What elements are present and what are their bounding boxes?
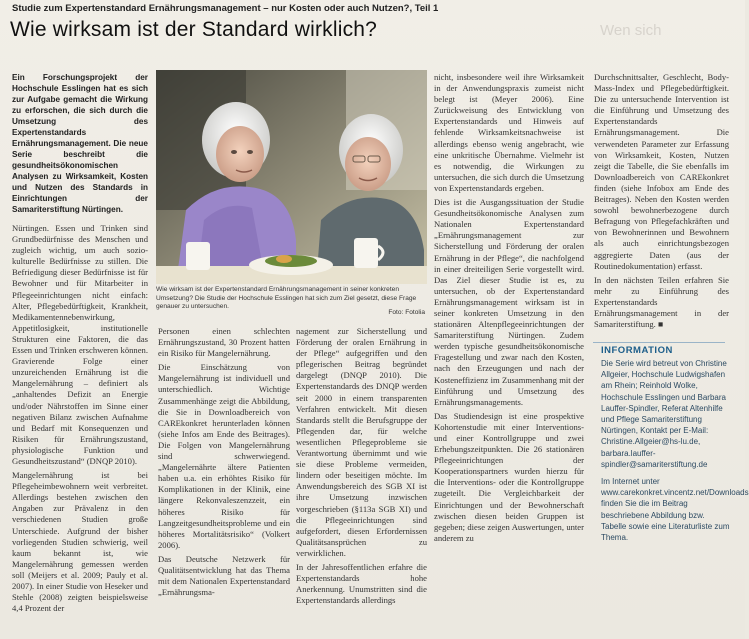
body-paragraph: Das Studiendesign ist eine prospektive Kohortenstudie mit einer Interventions- und einer Kontrollgruppe und zwei Erhebungszeitpunkten. Die 26 stationären Pflegeeinrichtungen der Kooperationspartners wurden hierzu für die Interventions- oder die Kontrollgruppe zugeteilt. Die Vergleichbarkeit der Einrichtungen und der Bewohnerschaft zwischen diesen beiden Gruppen ist gegeben; diese zeigen Auswertungen, unter anderem zu <box>434 410 584 543</box>
column-3 <box>296 326 427 634</box>
infobox-contacts: Die Serie wird betreut von Christine Allgeier, Hochschule Ludwigshafen am Rhein; Reinhold Wolke, Hochschule Esslingen und Barbara Lauffer-Spindler, Referat Altenhilfe und Pflege Samariterstiftung Nürtingen, Kontakt per E-Mail: Christine.Allgeier@hs-lu.de, barbara.lauffer-spindler@samariterstiftung.de <box>601 359 727 469</box>
infobox-download-note: Im Internet unter www.carekonkret.vincentz.net/Downloads finden Sie die im Beitrag beschriebene Abbildung bzw. Tabelle sowie eine Literaturliste zum Thema. <box>601 477 749 543</box>
body-paragraph: Personen einen schlechten Ernährungszustand, 30 Prozent hatten ein Risiko für Mangelernährung. <box>158 326 290 359</box>
body-paragraph: Mangelernährung ist bei Pflegeheimbewohnern weit verbreitet. Allerdings bestehen zwischen den Angaben zur Prävalenz in den verschiedenen Studien große Unterschiede. Aufgrund der bisher vorliegenden Studien schwierig, weil kaum bekannt ist, wie Mangelernährung gemessen werden soll (Meijers et al. 2009; Pauly et al. 2007). In einer Studie von Heseker und Stehle (2008) zeigten beispielsweise 4,4 Prozent der <box>12 470 148 614</box>
body-paragraph: nicht, insbesondere weil ihre Wirksamkeit in der Anwendungspraxis zumeist nicht belegt ist (Meyer 2006). Eine Zurückweisung des Entwicklung von Expertenstandards und Hinweis auf fehlende Wirksamkeitsnachweise ist allerdings ebenso wenig angebracht, wie eine unkritische Übernahme. Vielmehr ist es notwendig, die Wirkungen zu untersuchen, die sich durch die Umsetzung von Expertenstandards ergeben. <box>434 72 584 193</box>
column-4 <box>434 72 584 634</box>
article-photo <box>156 70 427 284</box>
body-paragraph: Nürtingen. Essen und Trinken sind Grundbedürfnisse des Menschen und zugleich wichtig, um auch sozio-kulturelle Bedürfnisse zu stillen. Die Befriedigung dieser Bedürfnisse ist für Bewohner und für Mitarbeiter in Pflegeeinrichtungen nicht einfach: Alter, Pflegebedürftigkeit, Krankheit, Medikamentennebenwirkung, Appetitlosigkeit, institutionelle Strukturen eine Faktoren, die das Essen und Trinken erschweren können. Gravierende Folge einer unzureichenden Ernährung ist die Mangelernährung – definiert als „anhaltendes Defizit an Energie und/oder Nährstoffen im Sinne einer negativen Bilanz zwischen Aufnahme und Bedarf mit Konsequenzen und Risiken für Ernährungszustand, physiologische Funktion und Gesundheitszustand“ (DNQP 2010). <box>12 223 148 466</box>
column-5 <box>594 72 729 340</box>
infobox-title: INFORMATION <box>601 345 673 356</box>
body-paragraph: Dies ist die Ausgangssituation der Studie Gesundheitsökonomische Analysen zum Nationalen Expertenstandard „Ernährungsmanagement zur Sicherstellung und Förderung der oralen Ernährung in der Pflege“, die nachfolgend in einer dreiteiligen Serie vorgestellt wird. Das Ziel dieser Studie ist es, zu untersuchen, ob der Expertenstandard Ernährungsmanagement wirksam ist in seiner konkreten Umsetzung in den stationären Altenpflegeeinrichtungen der Samariterstiftung Nürtingen. Zudem werden typische gesundheitsökonomische Fragestellung und zwar nach den Kosten, nach den Erzeugungen und nach der Kosteneffizienz im Zusammenhang mit der Einführung und Umsetzung des Ernährungsmanagements. <box>434 197 584 407</box>
body-paragraph: Die Einschätzung von Mangelernährung ist individuell und unterschiedlich. Wichtige Zusammenhänge zeigt die Abbildung, die Sie in Downloadbereich von CAREkonkret herunterladen können (siehe Infos am Ende des Beitrages). Die Folgen von Mangelernährung sind schwerwiegend. „Mangelernährte ältere Patienten haben u.a. ein erhöhtes Risiko für Komplikationen in der Klinik, eine längere Rekonvaleszenzzeit, ein höheres Risiko für Langzeitgesundheitsprobleme und ein höheres Mortalitätsrisiko“ (Volkert 2006). <box>158 362 290 550</box>
photo-two-elderly-women <box>156 70 427 284</box>
body-paragraph: In der Jahresoffentlichen erfahre die Expertenstandards hohe Anerkennung. Unumstritten sind die Expertenstandards allerdings <box>296 561 427 606</box>
body-paragraph: nagement zur Sicherstellung und Förderung der oralen Ernährung in der Pflege“ aufgegriffen und den pflegerischen Beitrag begründet dargelegt (DNQP 2010). Die Expertenstandards des DNQP werden seit 2000 in einem transparenten Verfahren entwickelt. Mit diesen Standards stellt die Berufsgruppe der Pflegenden dar, für welche wesentlichen Pflegeprobleme sie Verantwortung übernimmt und wie sie diese Probleme vermeiden, lindern oder beseitigen möchte. Im Anwendungsbereich des SGB XI ist ihre Umsetzung inzwischen vorgeschrieben (§113a SGB XI) und die Pflegeeinrichtungen sind aufgefordert, diesen Erfordernissen Qualitätsansprüchen zu verwirklichen. <box>296 326 427 558</box>
adjacent-page-headline: Wen sich <box>600 22 662 39</box>
infobox-divider <box>593 342 725 343</box>
article-lead: Ein Forschungsprojekt der Hochschule Esslingen hat es sich zur Aufgabe gemacht die Wirkung zu erforschen, die sich durch die Umsetzung des Expertenstandards Ernährungsmanagement. Die neue Serie beschreibt die gesundheitsökonomischen Analysen zu Wirksamkeit, Kosten und Nutzen des Standards in Einrichtungen der Samariterstiftung Nürtingen. <box>12 73 148 214</box>
column-1 <box>12 72 148 634</box>
photo-credit: Foto: Fotolia <box>388 309 425 317</box>
photo-caption <box>156 286 427 322</box>
article-kicker: Studie zum Expertenstandard Ernährungsmanagement – nur Kosten oder auch Nutzen?, Teil 1 <box>12 3 439 14</box>
body-paragraph: Das Deutsche Netzwerk für Qualitätsentwicklung hat das Thema mit dem Nationalen Expertenstandard „Ernährungsma- <box>158 553 290 598</box>
body-paragraph: Durchschnittsalter, Geschlecht, Body-Mass-Index und Pflegebedürftigkeit. Die zu untersuchende Intervention ist die Einführung und Umsetzung des Expertenstandards Ernährungsmanagement. Die verwendeten Parameter zur Erfassung von Wirksamkeit, Kosten, Nutzen zeigt die Tabelle, die Sie ebenfalls im Downloadbereich von CAREkonkret finden (siehe Infobox am Ende des Beitrages). Neben den Kosten werden sowohl bewohnerbezogene durch Befragung von Pflegefachkräften und von Bewohnerinnen und Bewohnern als auch einrichtungsbezogen aggregierte Daten (aus der Routinedokumentation) erfasst. <box>594 72 729 271</box>
body-paragraph: In den nächsten Teilen erfahren Sie mehr zu Einführung des Expertenstandards Ernährungsmanagement in der Samariterstiftung. ■ <box>594 274 729 330</box>
column-2 <box>158 326 290 634</box>
article-headline: Wie wirksam ist der Standard wirklich? <box>10 18 378 41</box>
infobox <box>601 358 749 634</box>
caption-text: Wie wirksam ist der Expertenstandard Ernährungsmanagement in seiner konkreten Umsetzung? Die Studie der Hochschule Esslingen hat sich zum Ziel gesetzt, diese Frage genauer zu untersuchen. <box>156 286 417 311</box>
